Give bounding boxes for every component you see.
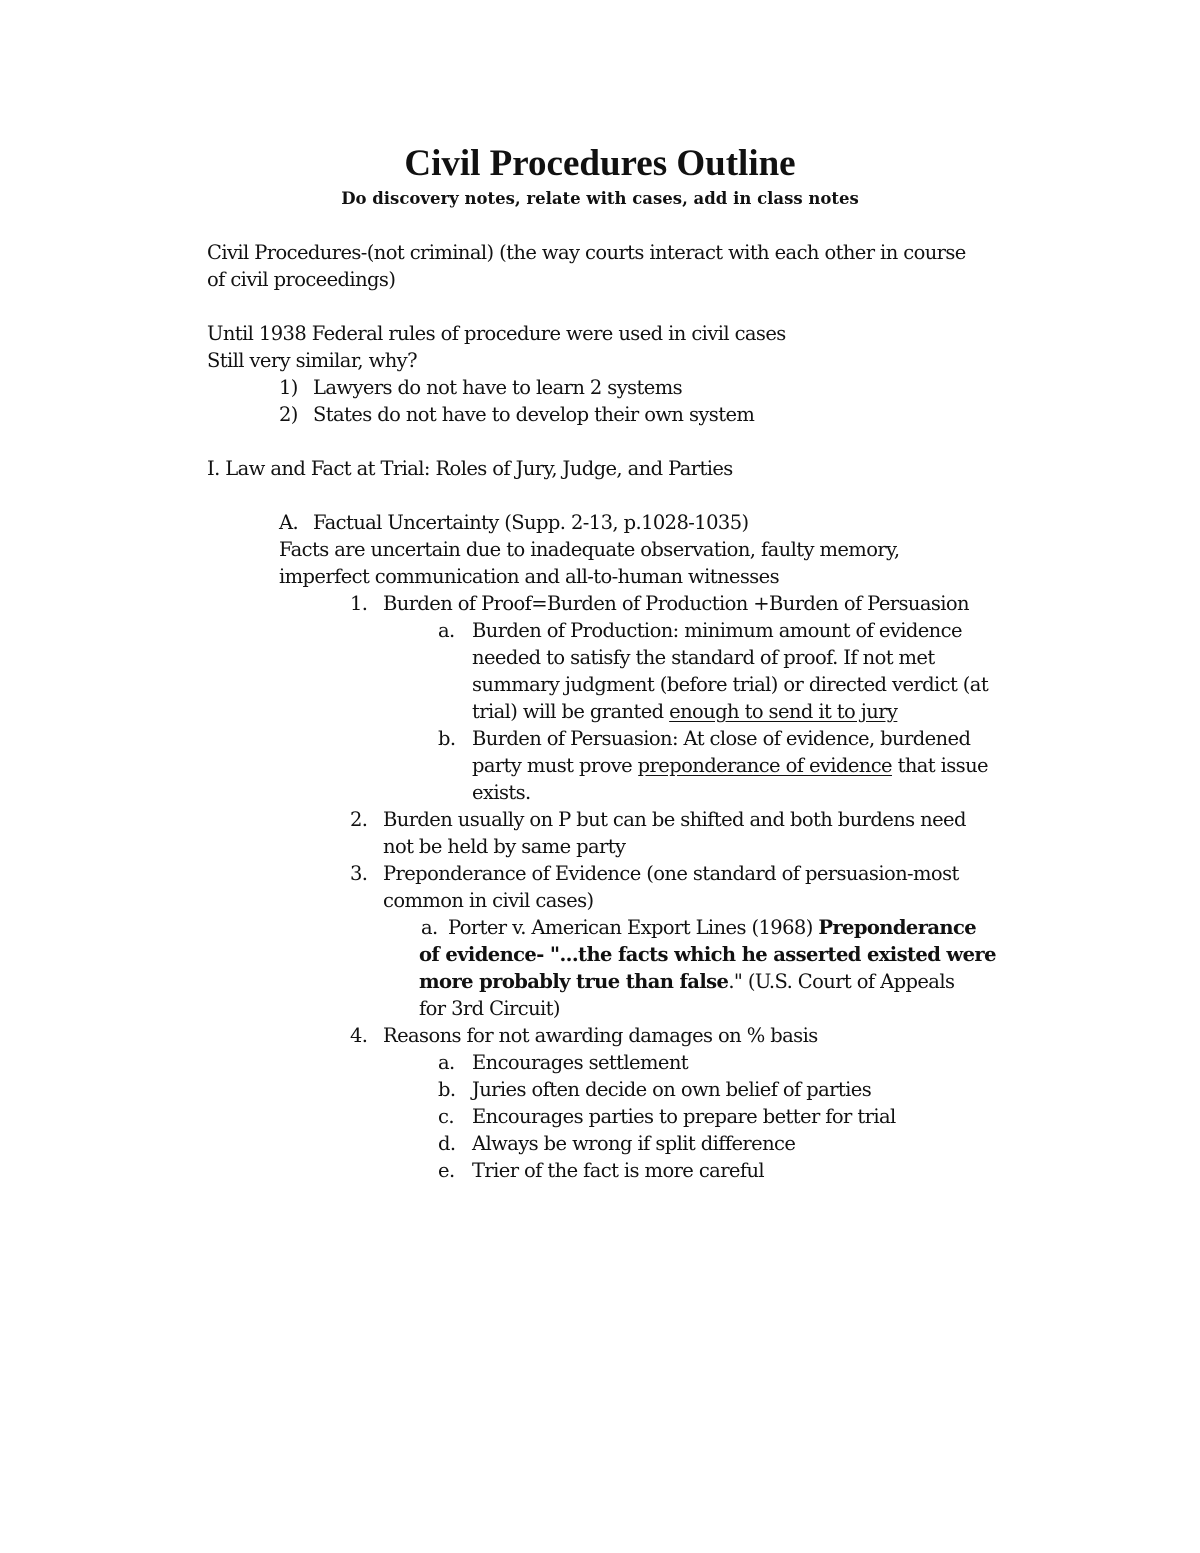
list-item: Always be wrong if split difference bbox=[472, 1132, 796, 1155]
page-subtitle: Do discovery notes, relate with cases, add in class notes bbox=[341, 189, 859, 208]
list-item: summary judgment (before trial) or directed verdict (at bbox=[472, 673, 989, 696]
list-item bbox=[472, 698, 897, 725]
list-marker: c. bbox=[438, 1105, 454, 1128]
list-item: common in civil cases) bbox=[383, 889, 594, 912]
bold-text: more probably true than false bbox=[419, 970, 729, 993]
list-item: Trier of the fact is more careful bbox=[472, 1159, 765, 1182]
list-marker: b. bbox=[438, 1078, 456, 1101]
list-item: Burden usually on P but can be shifted and both burdens need bbox=[383, 808, 966, 831]
subsection-heading: Factual Uncertainty (Supp. 2-13, p.1028-1035) bbox=[313, 511, 749, 534]
list-marker: 2) bbox=[279, 403, 298, 426]
list-item bbox=[472, 752, 988, 779]
list-marker: d. bbox=[438, 1132, 456, 1155]
list-marker: 1. bbox=[350, 592, 368, 615]
list-item: Preponderance of Evidence (one standard of persuasion-most bbox=[383, 862, 959, 885]
list-marker: 2. bbox=[350, 808, 368, 831]
section-heading: I. Law and Fact at Trial: Roles of Jury, Judge, and Parties bbox=[207, 457, 733, 480]
text-run: trial) will be granted bbox=[472, 700, 670, 723]
list-marker: 4. bbox=[350, 1024, 368, 1047]
list-item: Burden of Proof=Burden of Production +Burden of Persuasion bbox=[383, 592, 970, 615]
list-item: Encourages settlement bbox=[472, 1051, 689, 1074]
list-item: Encourages parties to prepare better for trial bbox=[472, 1105, 896, 1128]
list-item: Juries often decide on own belief of parties bbox=[472, 1078, 872, 1101]
list-item: Lawyers do not have to learn 2 systems bbox=[313, 376, 683, 399]
list-marker: a. bbox=[438, 619, 455, 642]
list-item: Burden of Persuasion: At close of evidence, burdened bbox=[472, 727, 971, 750]
history-line: Until 1938 Federal rules of procedure were used in civil cases bbox=[207, 322, 786, 345]
intro-line: Civil Procedures-(not criminal) (the way courts interact with each other in course bbox=[207, 241, 966, 264]
list-marker: a. bbox=[438, 1051, 455, 1074]
bold-text: Preponderance bbox=[818, 916, 977, 939]
list-marker: b. bbox=[438, 727, 456, 750]
list-marker: 1) bbox=[279, 376, 298, 399]
text-run: Porter v. American Export Lines (1968) bbox=[448, 916, 819, 939]
list-item: States do not have to develop their own system bbox=[313, 403, 755, 426]
list-marker: a. bbox=[421, 916, 438, 939]
paragraph-line: imperfect communication and all-to-human witnesses bbox=[279, 565, 780, 588]
list-item: Reasons for not awarding damages on % basis bbox=[383, 1024, 818, 1047]
case-citation bbox=[448, 914, 976, 941]
outline-marker: A. bbox=[279, 511, 299, 534]
case-citation bbox=[419, 968, 954, 995]
text-run: party must prove bbox=[472, 754, 638, 777]
list-item: not be held by same party bbox=[383, 835, 626, 858]
case-citation bbox=[419, 941, 996, 968]
list-marker: e. bbox=[438, 1159, 455, 1182]
list-item: exists. bbox=[472, 781, 531, 804]
case-citation: for 3rd Circuit) bbox=[419, 997, 560, 1020]
underlined-text: preponderance of evidence bbox=[637, 754, 892, 777]
list-item: needed to satisfy the standard of proof. If not met bbox=[472, 646, 935, 669]
intro-line: of civil proceedings) bbox=[207, 268, 396, 291]
list-marker: 3. bbox=[350, 862, 368, 885]
underlined-text: enough to send it to jury bbox=[669, 700, 898, 723]
list-item: Burden of Production: minimum amount of evidence bbox=[472, 619, 962, 642]
bold-text: of evidence- "...the facts which he asserted existed were bbox=[419, 943, 996, 966]
paragraph-line: Facts are uncertain due to inadequate observation, faulty memory, bbox=[279, 538, 900, 561]
history-question: Still very similar, why? bbox=[207, 349, 417, 372]
text-run: ." (U.S. Court of Appeals bbox=[728, 970, 955, 993]
page-title: Civil Procedures Outline bbox=[404, 143, 796, 184]
text-run: that issue bbox=[891, 754, 988, 777]
